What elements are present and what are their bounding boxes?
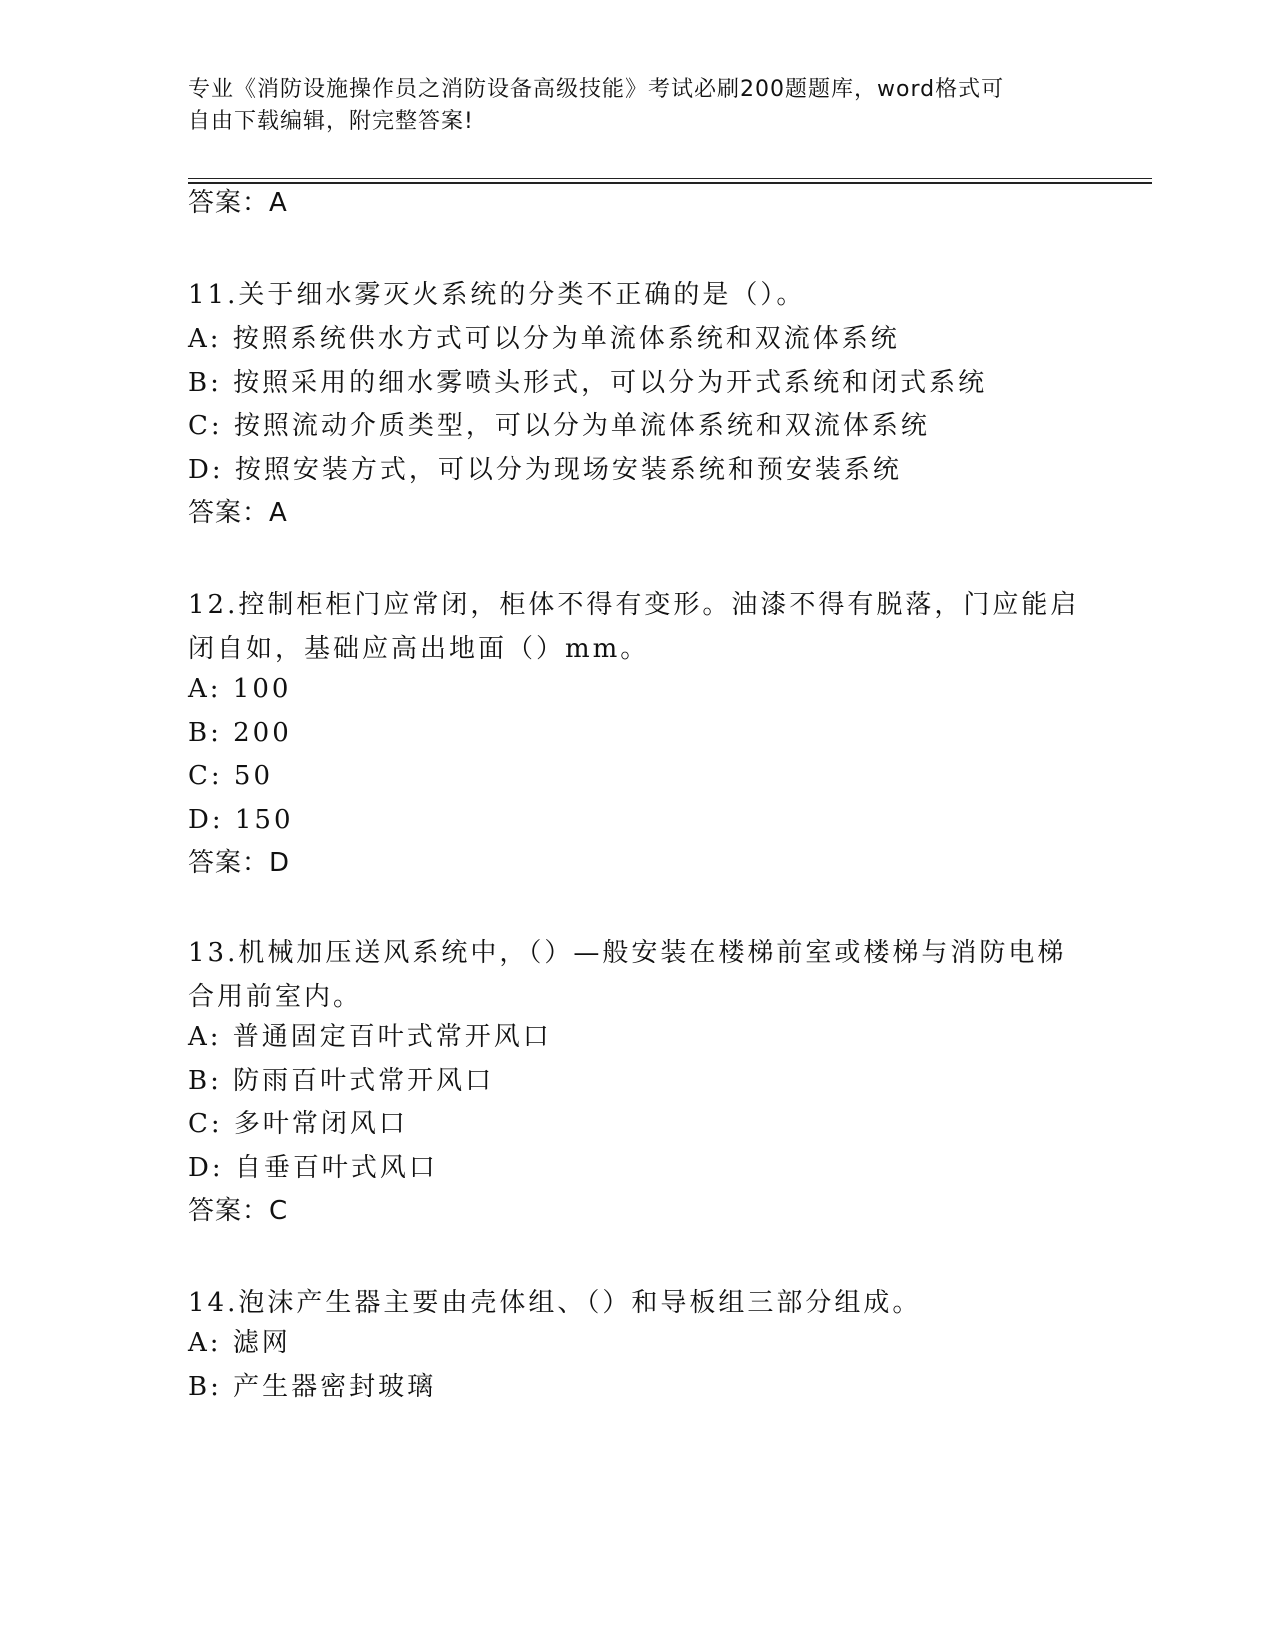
question-13-answer: 答案：C — [188, 1196, 289, 1226]
question-11-option-c: C: 按照流动介质类型，可以分为单流体系统和双流体系统 — [188, 411, 930, 441]
question-12-option-a: A: 100 — [188, 674, 292, 704]
header-divider-thick — [188, 182, 1152, 184]
header-line-2: 自由下载编辑，附完整答案! — [188, 109, 474, 134]
header-divider-thin — [188, 178, 1152, 179]
header-line-1: 专业《消防设施操作员之消防设备高级技能》考试必刷200题题库，word格式可 — [188, 77, 1005, 102]
question-13-option-d: D: 自垂百叶式风口 — [188, 1153, 438, 1183]
question-13-option-a: A: 普通固定百叶式常开风口 — [188, 1022, 552, 1052]
question-14-option-a: A: 滤网 — [188, 1328, 291, 1358]
question-14-stem: 14.泡沫产生器主要由壳体组、（）和导板组三部分组成。 — [188, 1288, 922, 1318]
question-13-option-c: C: 多叶常闭风口 — [188, 1109, 408, 1139]
question-13-stem-line-1: 13.机械加压送风系统中，（）—般安装在楼梯前室或楼梯与消防电梯 — [188, 938, 1067, 968]
question-13-stem-line-2: 合用前室内。 — [188, 982, 363, 1012]
question-11-option-a: A: 按照系统供水方式可以分为单流体系统和双流体系统 — [188, 324, 900, 354]
question-11-option-d: D: 按照安装方式，可以分为现场安装系统和预安装系统 — [188, 455, 902, 485]
question-11-stem: 11.关于细水雾灭火系统的分类不正确的是（）。 — [188, 280, 806, 310]
question-12-option-d: D: 150 — [188, 805, 294, 835]
question-11-answer: 答案：A — [188, 498, 288, 528]
question-13-option-b: B: 防雨百叶式常开风口 — [188, 1066, 495, 1096]
question-14-option-b: B: 产生器密封玻璃 — [188, 1372, 437, 1402]
answer-10: 答案：A — [188, 188, 288, 218]
question-12-option-b: B: 200 — [188, 718, 292, 748]
question-12-option-c: C: 50 — [188, 761, 274, 791]
question-12-stem-line-1: 12.控制柜柜门应常闭，柜体不得有变形。油漆不得有脱落，门应能启 — [188, 590, 1080, 620]
question-12-answer: 答案：D — [188, 848, 291, 878]
question-12-stem-line-2: 闭自如，基础应高出地面（）mm。 — [188, 634, 650, 664]
question-11-option-b: B: 按照采用的细水雾喷头形式，可以分为开式系统和闭式系统 — [188, 368, 988, 398]
document-header — [188, 74, 1068, 138]
